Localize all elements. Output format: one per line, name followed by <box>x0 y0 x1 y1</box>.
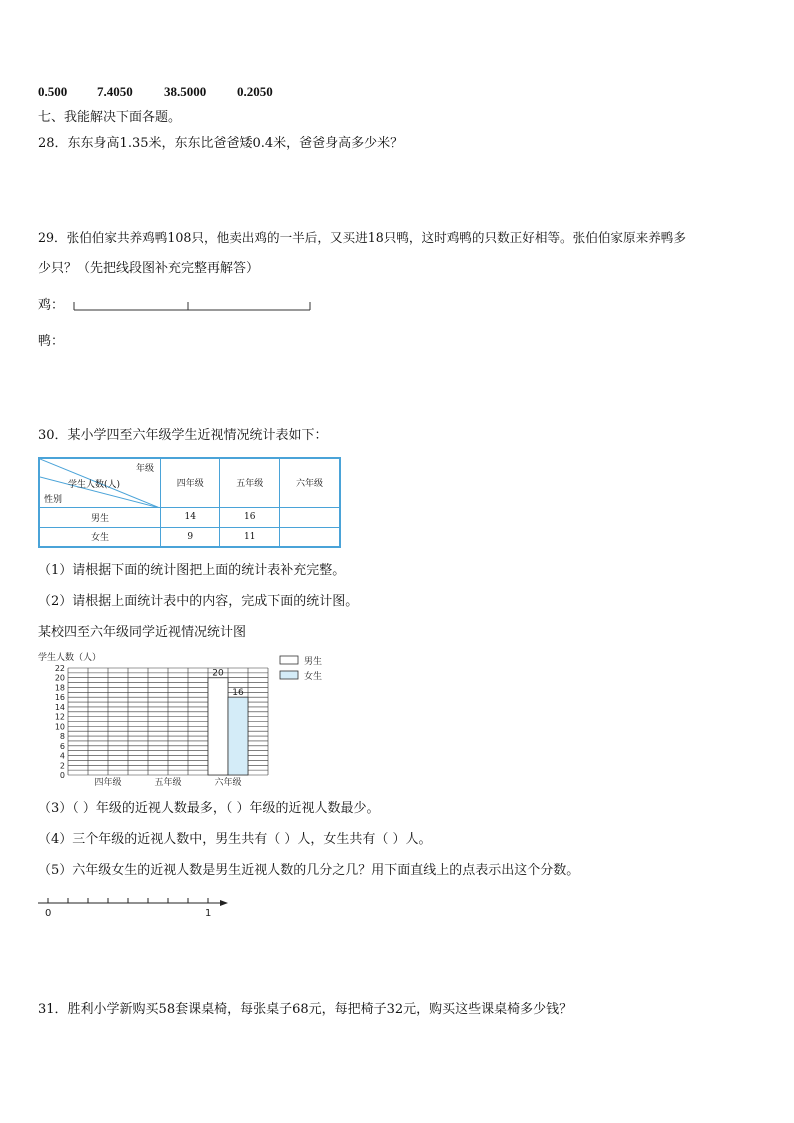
data-label: 16 <box>232 688 244 699</box>
number-line-start: 0 <box>45 908 52 919</box>
table-header-diagonal-cell <box>39 458 161 507</box>
chicken-segment-diagram <box>70 298 315 314</box>
chicken-label: 鸡： <box>38 298 65 313</box>
chart-bars <box>208 669 248 775</box>
x-tick-label: 六年级 <box>214 778 242 788</box>
y-tick-label: 20 <box>54 673 65 683</box>
chart-title: 某校四至六年级同学近视情况统计图 <box>38 625 247 640</box>
table-cell: 11 <box>220 527 279 547</box>
x-tick-label: 四年级 <box>94 778 122 788</box>
question-31: 31．胜利小学新购买58套课桌椅，每张桌子68元，每把椅子32元，购买这些课桌椅多少钱？ <box>38 1002 573 1017</box>
duck-label: 鸭： <box>38 334 65 349</box>
question-29-line1: 29．张伯伯家共养鸡鸭108只，他卖出鸡的一半后，又买进18只鸭，这时鸡鸭的只数正好相等。张伯伯家原来养鸭多 <box>38 230 686 245</box>
legend-label-boys: 男生 <box>304 657 323 667</box>
bar <box>208 678 228 775</box>
number-line[interactable] <box>34 895 234 921</box>
y-tick-label: 6 <box>59 741 65 751</box>
table-cell: 9 <box>161 527 220 547</box>
y-tick-label: 18 <box>54 683 65 693</box>
table-cell-blank[interactable] <box>279 527 340 547</box>
y-tick-label: 16 <box>54 693 65 703</box>
answer-value-4: 0.2050 <box>237 84 273 99</box>
question-30-part5: （5）六年级女生的近视人数是男生近视人数的几分之几？用下面直线上的点表示出这个分数。 <box>38 863 580 878</box>
answer-value-2: 7.4050 <box>97 84 133 99</box>
table-cell-blank[interactable] <box>279 507 340 527</box>
table-cell: 16 <box>220 507 279 527</box>
question-28: 28．东东身高1.35米，东东比爸爸矮0.4米，爸爸身高多少米？ <box>38 136 404 151</box>
y-tick-label: 22 <box>54 664 65 673</box>
legend-label-girls: 女生 <box>304 672 323 682</box>
answer-value-3: 38.5000 <box>164 84 207 99</box>
answer-value-1: 0.500 <box>38 84 68 99</box>
header-count: 学生人数(人) <box>68 480 121 490</box>
y-tick-labels <box>55 664 65 780</box>
column-header: 四年级 <box>161 458 220 507</box>
legend-swatch-girls <box>280 671 298 679</box>
y-tick-label: 12 <box>54 712 65 722</box>
question-29-line2: 少只？（先把线段图补充完整再解答） <box>38 261 260 276</box>
table-cell: 14 <box>161 507 220 527</box>
vision-stats-table <box>38 457 341 548</box>
chart-legend <box>280 655 322 682</box>
legend-swatch-boys <box>280 656 298 664</box>
question-30-intro: 30．某小学四至六年级学生近视情况统计表如下： <box>38 428 328 443</box>
question-30-part2: （2）请根据上面统计表中的内容，完成下面的统计图。 <box>38 594 359 609</box>
number-line-end: 1 <box>205 908 212 919</box>
y-tick-label: 14 <box>54 702 65 712</box>
row-label: 女生 <box>39 527 161 547</box>
row-label: 男生 <box>39 507 161 527</box>
column-header: 五年级 <box>220 458 279 507</box>
question-30-part4: （4）三个年级的近视人数中，男生共有（ ）人，女生共有（ ）人。 <box>38 832 432 847</box>
question-30-part1: （1）请根据下面的统计图把上面的统计表补充完整。 <box>38 563 346 578</box>
column-header: 六年级 <box>279 458 340 507</box>
question-30-part3: （3）（ ）年级的近视人数最多，（ ）年级的近视人数最少。 <box>38 801 380 816</box>
y-tick-label: 4 <box>59 751 65 761</box>
header-gender: 性别 <box>44 495 63 505</box>
vision-bar-chart <box>34 648 344 790</box>
y-tick-label: 0 <box>59 771 65 780</box>
section-heading: 七、我能解决下面各题。 <box>38 110 182 125</box>
y-tick-label: 10 <box>54 722 65 732</box>
y-tick-label: 8 <box>59 732 65 742</box>
x-tick-label: 五年级 <box>154 778 182 788</box>
bar <box>228 697 248 775</box>
y-tick-label: 2 <box>59 761 65 771</box>
header-grade: 年级 <box>135 464 154 474</box>
x-tick-labels <box>94 776 241 788</box>
data-label: 20 <box>212 668 224 679</box>
y-axis-label: 学生人数（人） <box>38 653 102 663</box>
arrow-right-icon <box>220 900 228 906</box>
